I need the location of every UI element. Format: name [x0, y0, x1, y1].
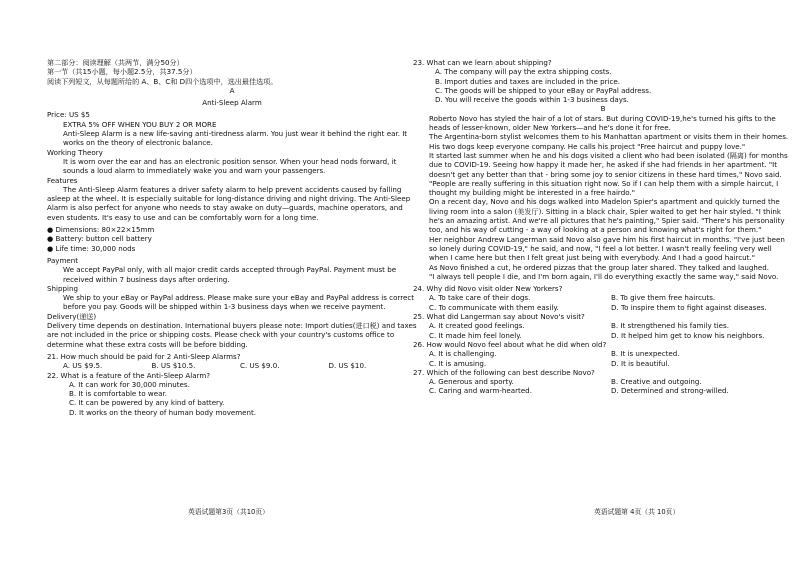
option[interactable]: B. To give them free haircuts.	[611, 293, 716, 303]
question-26-options	[413, 349, 793, 368]
question-21: 21. How much should be paid for 2 Anti-Sleep Alarms?	[47, 351, 241, 361]
option[interactable]: B. Import duties and taxes are included in the price.	[435, 76, 620, 86]
working-text: It is worn over the ear and has an electronic position sensor. When your head nods forward, it sounds a loud alarm to immediately wake you and warn your passengers.	[63, 156, 397, 176]
question-24: 24. Why did Novo visit older New Yorkers?	[413, 284, 563, 294]
option[interactable]: D. US $10.	[328, 361, 367, 371]
section-heading: 第一节（共15小题，每小题2.5分，共37.5分）	[47, 67, 197, 77]
footer-page-right: 英语试题第 4页（共 10页）	[594, 508, 680, 516]
option[interactable]: D. You will receive the goods within 1-3 business days.	[435, 95, 629, 105]
instructions: 阅读下列短文，从每题所给的 A、B、C和 D四个选项中，选出最佳选项。	[47, 76, 278, 86]
heading-delivery: Delivery(递送)	[47, 311, 97, 321]
heading-payment: Payment	[47, 255, 79, 265]
option[interactable]: C. US $9.0.	[240, 361, 280, 371]
question-21-options	[47, 361, 417, 370]
option[interactable]: B. US $10.5.	[151, 361, 196, 371]
option[interactable]: D. Determined and strong-willed.	[611, 386, 729, 396]
passage-b-p1: Roberto Novo has styled the hair of a lot of stars. But during COVID-19,he's turned his gifts to the heads of lesser-known, older New Yorkers—and he's done it for free.	[429, 113, 776, 133]
option[interactable]: A. It is challenging.	[429, 349, 497, 359]
option[interactable]: A. The company will pay the extra shipping costs.	[435, 67, 612, 77]
heading-working-theory: Working Theory	[47, 147, 103, 157]
passage-b-label: B	[600, 104, 606, 114]
option[interactable]: B. It strengthened his family ties.	[611, 321, 729, 331]
discount-offer: EXTRA 5% OFF WHEN YOU BUY 2 OR MORE	[63, 119, 217, 129]
option[interactable]: B. Creative and outgoing.	[611, 377, 702, 387]
part-heading: 第二部分：阅读理解（共两节，满分50分）	[47, 58, 184, 67]
passage-b-p5: Her neighbor Andrew Langerman said Novo also gave him his first haircut in months. "I've just been so lonely during COVID-19," he said, and now, "I feel a lot better. I wasn't really feeling very well when I came here but then I felt great just being with everybody. And I had a good haircut."	[429, 234, 785, 263]
option[interactable]: D. It is beautiful.	[611, 358, 670, 368]
payment-text: We accept PayPal only, with all major credit cards accepted through PayPal. Payment must be received within 7 business days after ordering.	[63, 265, 397, 284]
option[interactable]: A. To take care of their dogs.	[429, 293, 531, 303]
option[interactable]: C. It is amusing.	[429, 358, 487, 368]
option[interactable]: C. To communicate with them easily.	[429, 302, 559, 312]
spec-life: ● Life time: 30,000 nods	[47, 243, 136, 253]
question-22: 22. What is a feature of the Anti-Sleep Alarm?	[47, 370, 211, 380]
option[interactable]: A. It created good feelings.	[429, 321, 525, 331]
intro-text: Anti-Sleep Alarm is a new life-saving anti-tiredness alarm. You just wear it behind the right ear. It works on the theory of electronic balance.	[63, 129, 408, 148]
option[interactable]: A. It can work for 30,000 minutes.	[69, 379, 190, 389]
question-24-options	[413, 293, 793, 312]
question-25-options	[413, 321, 793, 340]
question-23: 23. What can we learn about shipping?	[413, 58, 552, 67]
footer-page-left: 英语试题第3页（共10页）	[188, 508, 269, 516]
product-title: Anti-Sleep Alarm	[202, 98, 262, 108]
question-27: 27. Which of the following can best describe Novo?	[413, 367, 595, 377]
passage-b-p6: As Novo finished a cut, he ordered pizzas that the group later shared. They talked and laughed.	[429, 262, 769, 272]
option[interactable]: C. Caring and warm-hearted.	[429, 386, 532, 396]
shipping-text: We ship to your eBay or PayPal address. Please make sure your eBay and PayPal address is correct before you pay. Goods will be shipped within 1-3 business days when we receive payment.	[63, 293, 415, 312]
passage-b-p7: "I always tell people I die, and I'm born again, I'll do everything exactly the same way," said Novo.	[429, 271, 779, 281]
option[interactable]: D. To inspire them to fight against diseases.	[611, 302, 767, 312]
question-26: 26. How would Novo feel about what he did when old?	[413, 339, 607, 349]
option[interactable]: D. It works on the theory of human body movement.	[69, 407, 257, 417]
passage-b-p4: On a recent day, Novo and his dogs walked into Madelon Spier's apartment and quickly turned the living room into a salon (美发厅). Sitting in a black chair, Spier waited to get her hair styled. "I think he's an amazing artist. And we're all pictures that he's painting," Spier said. "There's his personality too, and his way of cutting - a way of looking at a person and knowing what's right for them."	[429, 197, 785, 235]
option[interactable]: A. Generous and sporty.	[429, 377, 514, 387]
spec-dimensions: ● Dimensions: 80×22×15mm	[47, 225, 155, 235]
option[interactable]: D. It helped him get to know his neighbors.	[611, 330, 765, 340]
heading-shipping: Shipping	[47, 283, 78, 293]
option[interactable]: B. It is unexpected.	[611, 349, 680, 359]
heading-features: Features	[47, 175, 78, 185]
question-25: 25. What did Langerman say about Novo's visit?	[413, 312, 585, 322]
left-column	[47, 58, 417, 417]
passage-b-p2: The Argentina-born stylist welcomes them to his Manhattan apartment or visits them in their homes. His two dogs keep everyone company. He calls his project "Free haircut and puppy love."	[429, 132, 789, 151]
option[interactable]: B. It is comfortable to wear.	[69, 389, 167, 399]
spec-battery: ● Battery: button cell battery	[47, 234, 152, 244]
option[interactable]: C. It can be powered by any kind of battery.	[69, 398, 225, 408]
features-text-1: The Anti-Sleep Alarm features a driver safety alarm to help prevent accidents caused by falling	[63, 184, 402, 194]
option[interactable]: C. The goods will be shipped to your eBay or PayPal address.	[435, 85, 652, 95]
passage-b-p3: It started last summer when he and his dogs visited a client who had been isolated (隔离) for months due to COVID-19. Seeing how happy it made her, he asked if she had friends in her apartment. "It doesn't get any better than that - bring some joy to senior citizens in these hard times," Novo said. "People are really suffering in this situation right now. So if I can help them with a simple haircut, I thought my building might be interested in a free hairdo."	[429, 150, 788, 198]
right-column	[413, 58, 793, 396]
passage-a-label: A	[229, 85, 235, 95]
question-27-options	[413, 377, 793, 396]
option[interactable]: A. US $9.5.	[63, 361, 103, 371]
option[interactable]: C. It made him feel lonely.	[429, 330, 522, 340]
delivery-text: Delivery time depends on destination. International buyers please note: Import duties(进口税) and taxes are not included in the price or shipping costs. Please check with your country's customs office to determine what these extra costs will be before bidding.	[47, 321, 417, 349]
price: Price: US $5	[47, 110, 90, 120]
features-text-2: asleep at the wheel. It is especially suitable for long-distance driving and night driving. The Anti-Sleep Alarm is also perfect for anyone who needs to stay awake on duty—guards, machine operators, and even students. It's easy to use and can be comfortably worn for a long time.	[47, 194, 411, 222]
